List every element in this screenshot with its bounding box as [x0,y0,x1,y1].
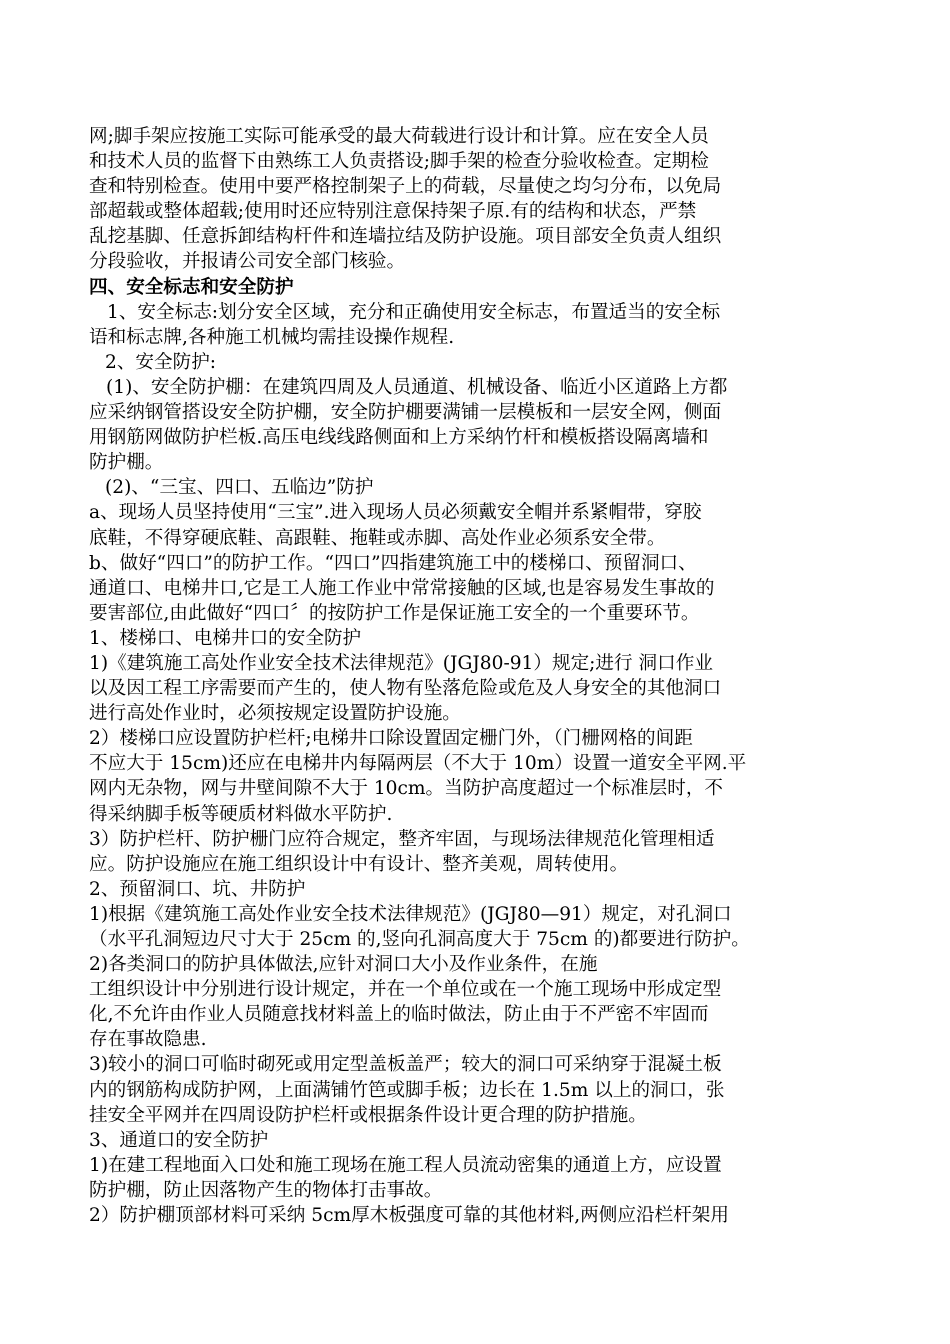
text-line: 防护棚，防止因落物产生的物体打击事故。 [89,1179,443,1201]
text-line: 2)各类洞口的防护具体做法,应针对洞口大小及作业条件，在施 [89,954,598,976]
text-line: 1、安全标志:划分安全区域，充分和正确使用安全标志，布置适当的安全标 [107,301,721,323]
text-line: 应。防护设施应在施工组织设计中有设计、整齐美观，周转使用。 [89,853,629,875]
text-line: 底鞋，不得穿硬底鞋、高跟鞋、拖鞋或赤脚、高处作业必须系安全带。 [89,527,666,549]
document-body [0,124,950,1228]
text-line: 用钢筋网做防护栏板.高压电线线路侧面和上方采纳竹杆和模板搭设隔离墙和 [89,427,709,449]
text-line: 挂安全平网并在四周设防护栏杆或根据条件设计更合理的防护措施。 [89,1104,647,1126]
text-line: 3)较小的洞口可临时砌死或用定型盖板盖严；较大的洞口可采纳穿于混凝土板 [89,1054,722,1076]
text-line: 网;脚手架应按施工实际可能承受的最大荷载进行设计和计算。应在安全人员 [89,126,709,147]
text-line: b、做好“四口”的防护工作。“四口”四指建筑施工中的楼梯口、预留洞口、 [89,552,697,574]
text-line: 2、预留洞口、坑、井防护 [89,878,306,900]
text-line: 和技术人员的监督下由熟练工人负责搭设;脚手架的检查分验收检查。定期检 [89,151,709,173]
text-line: 进行高处作业时，必须按规定设置防护设施。 [89,703,461,725]
text-line: 得采纳脚手板等硬质材料做水平防护. [89,803,393,825]
text-line: 语和标志牌,各种施工机械均需挂设操作规程. [89,326,455,348]
text-line: 不应大于 15cm)还应在电梯井内每隔两层（不大于 10m）设置一道安全平网.平 [89,753,747,775]
text-line: （水平孔洞短边尺寸大于 25cm 的,竖向孔洞高度大于 75cm 的)都要进行防护。 [89,929,750,950]
text-line: (2)、“三宝、四口、五临边”防护 [105,477,374,499]
text-line: 通道口、电梯井口,它是工人施工作业中常常接触的区域,也是容易发生事故的 [89,577,715,599]
text-line: 分段验收，并报请公司安全部门核验。 [89,251,406,273]
text-line: 1)《建筑施工高处作业安全技术法律规范》(JGJ80-91）规定;进行 洞口作业 [89,652,713,674]
text-line: 化,不允许由作业人员随意找材料盖上的临时做法，防止由于不严密不牢固而 [89,1004,709,1026]
text-line: 以及因工程工序需要而产生的，使人物有坠落危险或危及人身安全的其他洞口 [89,678,722,700]
text-line: 要害部位,由此做好“四口〞的按防护工作是保证施工安全的一个重要环节。 [89,602,700,624]
text-line: 应采纳钢管搭设安全防护棚，安全防护棚要满铺一层模板和一层安全网，侧面 [89,402,722,424]
text-line: 内的钢筋构成防护网，上面满铺竹笆或脚手板；边长在 1.5m 以上的洞口，张 [89,1079,725,1101]
section-heading: 四、安全标志和安全防护 [89,276,294,298]
text-line: 2）楼梯口应设置防护栏杆;电梯井口除设置固定栅门外，（门栅网格的间距 [89,728,693,750]
text-line: 1)在建工程地面入口处和施工现场在施工程人员流动密集的通道上方，应设置 [89,1154,722,1176]
text-line: 3、通道口的安全防护 [89,1129,269,1151]
text-line: 3）防护栏杆、防护栅门应符合规定，整齐牢固，与现场法律规范化管理相适 [89,828,715,850]
text-line: 2、安全防护: [105,351,217,373]
text-line: 乱挖基脚、任意拆卸结构杆件和连墙拉结及防护设施。项目部安全负责人组织 [89,226,722,248]
text-line: 工组织设计中分别进行设计规定，并在一个单位或在一个施工现场中形成定型 [89,979,722,1001]
text-line: (1)、安全防护棚：在建筑四周及人员通道、机械设备、临近小区道路上方都 [106,376,728,398]
text-line: 1、楼梯口、电梯井口的安全防护 [89,627,362,649]
text-line: 部超载或整体超载;使用时还应特别注意保持架子原.有的结构和状态，严禁 [89,201,697,223]
text-line: 存在事故隐患. [89,1029,207,1051]
text-line: a、现场人员坚持使用“三宝”.进入现场人员必须戴安全帽并系紧帽带，穿胶 [89,502,702,524]
text-line: 2）防护棚顶部材料可采纳 5cm厚木板强度可靠的其他材料,两侧应沿栏杆架用 [89,1205,729,1227]
text-line: 网内无杂物，网与井壁间隙不大于 10cm。当防护高度超过一个标准层时，不 [89,778,724,800]
text-line: 防护棚。 [89,452,164,474]
text-line: 查和特别检查。使用中要严格控制架子上的荷载，尽量使之均匀分布，以免局 [89,176,722,198]
text-line: 1)根据《建筑施工高处作业安全技术法律规范》(JGJ80—91）规定，对孔洞口 [89,903,732,925]
